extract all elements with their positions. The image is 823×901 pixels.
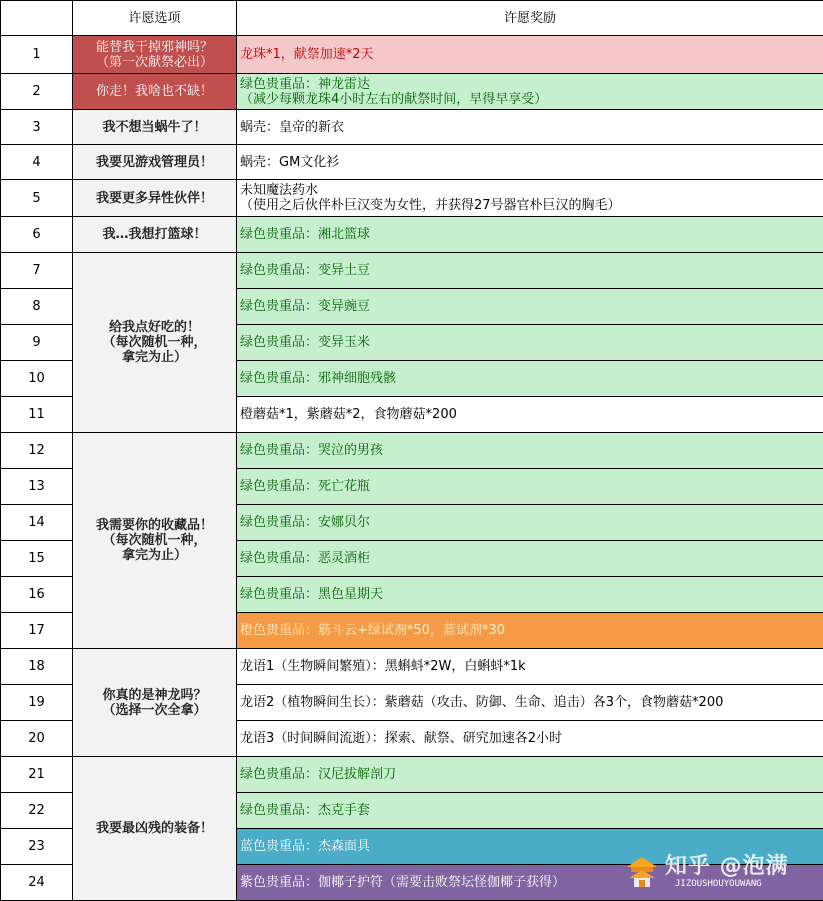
row-number: 10 <box>1 361 73 397</box>
option-cell <box>73 433 237 649</box>
table-row <box>1 110 823 145</box>
option-cell <box>73 36 237 74</box>
reward-cell: 绿色贵重品：安娜贝尔 <box>237 505 823 541</box>
option-cell: 我…我想打篮球！ <box>73 217 237 253</box>
row-number: 22 <box>1 793 73 829</box>
header-row <box>1 1 823 36</box>
table-row <box>1 180 823 217</box>
reward-cell: 绿色贵重品：变异玉米 <box>237 325 823 361</box>
row-number: 2 <box>1 74 73 110</box>
reward-cell: 龙语3（时间瞬间流逝）：探索、献祭、研究加速各2小时 <box>237 721 823 757</box>
option-cell: 我要更多异性伙伴！ <box>73 180 237 217</box>
row-number: 23 <box>1 829 73 865</box>
table-row <box>1 433 823 469</box>
reward-cell: 绿色贵重品：湘北篮球 <box>237 217 823 253</box>
row-number: 4 <box>1 145 73 180</box>
row-number: 19 <box>1 685 73 721</box>
table-row <box>1 217 823 253</box>
option-text: 你真的是神龙吗？ <box>102 687 207 703</box>
row-number: 21 <box>1 757 73 793</box>
row-number: 1 <box>1 36 73 74</box>
reward-note: （减少每颗龙珠4小时左右的献祭时间，早得早享受） <box>240 91 548 107</box>
row-number: 11 <box>1 397 73 433</box>
option-cell: 你走！我啥也不缺！ <box>73 74 237 110</box>
option-note: 拿完为止） <box>121 350 187 365</box>
row-number: 12 <box>1 433 73 469</box>
watermark-text: 知乎 @泡满 <box>665 854 789 879</box>
reward-cell: 蜗壳：皇帝的新衣 <box>237 110 823 145</box>
table-row <box>1 145 823 180</box>
reward-note: （使用之后伙伴朴巨汉变为女性，并获得27号器官朴巨汉的胸毛） <box>240 198 621 213</box>
option-note: （每次随机一种， <box>102 335 207 350</box>
reward-cell: 橙色贵重品：筋斗云+绿试剂*50，蓝试剂*30 <box>237 613 823 649</box>
row-number: 3 <box>1 110 73 145</box>
reward-cell: 蜗壳：GM文化衫 <box>237 145 823 180</box>
pagoda-logo-icon <box>625 855 659 889</box>
option-note: （每次随机一种， <box>102 533 207 548</box>
table-row <box>1 757 823 793</box>
reward-text: 未知魔法药水 <box>240 183 319 198</box>
row-number: 8 <box>1 289 73 325</box>
reward-cell: 龙语2（植物瞬间生长）：紫蘑菇（攻击、防御、生命、追击）各3个，食物蘑菇*200 <box>237 685 823 721</box>
reward-text: 绿色贵重品：神龙雷达 <box>240 76 371 92</box>
row-number: 20 <box>1 721 73 757</box>
reward-cell: 绿色贵重品：恶灵酒柜 <box>237 541 823 577</box>
row-number: 14 <box>1 505 73 541</box>
row-number: 7 <box>1 253 73 289</box>
option-cell <box>73 253 237 433</box>
option-text: 能替我干掉邪神吗？ <box>95 39 213 55</box>
option-text: 我需要你的收藏品！ <box>95 518 213 533</box>
watermark-subtext: JIZOUSHOUYOUWANG <box>675 879 762 889</box>
table-row <box>1 649 823 685</box>
reward-cell: 绿色贵重品：杰克手套 <box>237 793 823 829</box>
reward-cell: 蓝色贵重品：杰森面具 <box>237 829 823 865</box>
header-reward: 许愿奖励 <box>237 1 823 36</box>
row-number: 5 <box>1 180 73 217</box>
option-cell: 我要最凶残的装备！ <box>73 757 237 901</box>
reward-cell <box>237 180 823 217</box>
row-number: 18 <box>1 649 73 685</box>
reward-cell: 紫色贵重品：伽椰子护符（需要击败祭坛怪伽椰子获得） <box>237 865 823 901</box>
header-num <box>1 1 73 36</box>
row-number: 9 <box>1 325 73 361</box>
option-text: 给我点好吃的！ <box>108 320 200 335</box>
option-cell <box>73 649 237 757</box>
reward-cell: 绿色贵重品：死亡花瓶 <box>237 469 823 505</box>
table-row <box>1 74 823 110</box>
row-number: 16 <box>1 577 73 613</box>
option-note: （第一次献祭必出） <box>95 54 213 70</box>
row-number: 24 <box>1 865 73 901</box>
option-cell: 我不想当蜗牛了！ <box>73 110 237 145</box>
row-number: 15 <box>1 541 73 577</box>
watermark <box>625 847 815 893</box>
reward-cell: 绿色贵重品：黑色星期天 <box>237 577 823 613</box>
table-row <box>1 253 823 289</box>
header-option: 许愿选项 <box>73 1 237 36</box>
reward-cell: 绿色贵重品：变异土豆 <box>237 253 823 289</box>
row-number: 17 <box>1 613 73 649</box>
option-cell: 我要见游戏管理员！ <box>73 145 237 180</box>
reward-cell <box>237 74 823 110</box>
option-note: 拿完为止） <box>121 548 187 563</box>
reward-cell: 橙蘑菇*1，紫蘑菇*2，食物蘑菇*200 <box>237 397 823 433</box>
table-row <box>1 36 823 74</box>
reward-cell: 龙语1（生物瞬间繁殖）：黑蝌蚪*2W，白蝌蚪*1k <box>237 649 823 685</box>
reward-cell: 绿色贵重品：邪神细胞残骸 <box>237 361 823 397</box>
reward-cell: 绿色贵重品：哭泣的男孩 <box>237 433 823 469</box>
option-note: （选择一次全拿） <box>102 702 207 718</box>
reward-cell: 绿色贵重品：变异豌豆 <box>237 289 823 325</box>
row-number: 13 <box>1 469 73 505</box>
reward-cell: 龙珠*1，献祭加速*2天 <box>237 36 823 74</box>
row-number: 6 <box>1 217 73 253</box>
reward-cell: 绿色贵重品：汉尼拔解剖刀 <box>237 757 823 793</box>
